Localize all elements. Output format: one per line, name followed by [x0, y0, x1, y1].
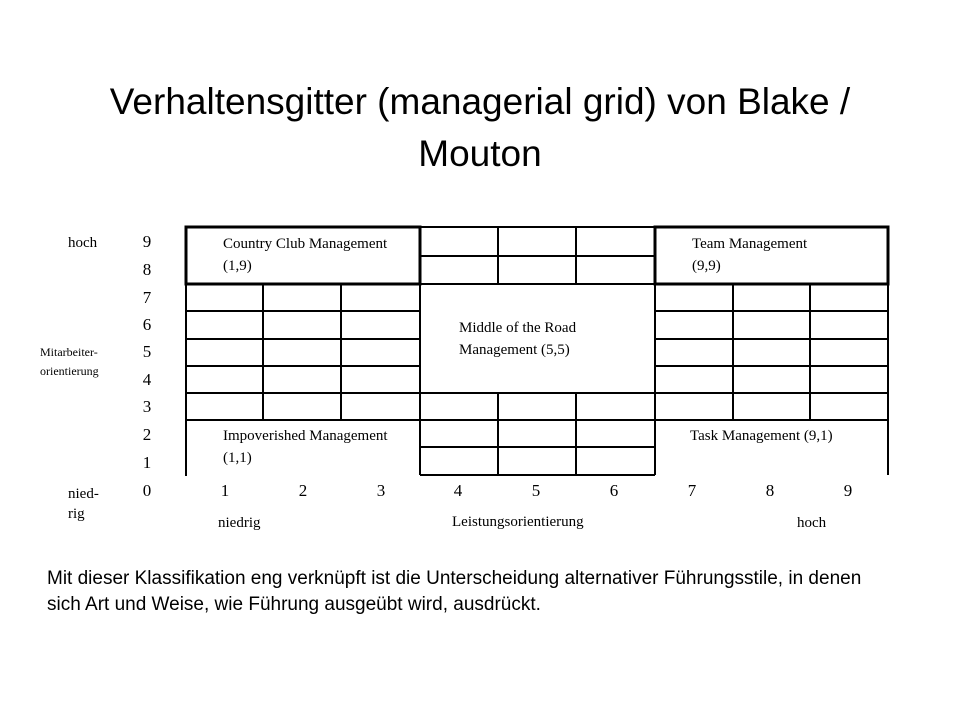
middle-label: Middle of the Road Management (5,5)	[459, 320, 577, 358]
caption-text: Mit dieser Klassifikation eng verknüpft ist die Unterscheidung alternativer Führungsstile, in denen sich Art und Weise, wie Führung ausgeübt wird, ausdrückt.	[47, 568, 862, 615]
country-club-label: Country Club Management (1,9)	[223, 236, 388, 274]
x-axis-low-label: niedrig	[218, 515, 261, 531]
y-tick: 6	[142, 315, 152, 334]
y-tick: 8	[142, 260, 152, 279]
x-axis-high-label: hoch	[797, 515, 827, 531]
x-tick: 4	[453, 481, 463, 500]
x-tick: 7	[687, 481, 697, 500]
y-tick: 3	[142, 397, 152, 416]
y-tick: 4	[142, 370, 152, 389]
x-tick: 8	[765, 481, 775, 500]
y-tick: 9	[142, 232, 152, 251]
x-tick: 9	[843, 481, 853, 500]
slide-title: Verhaltensgitter (managerial grid) von Blake / Mouton	[109, 81, 851, 174]
y-tick: 7	[142, 288, 152, 307]
x-tick: 3	[376, 481, 386, 500]
x-axis-name: Leistungsorientierung	[452, 514, 584, 530]
y-axis-low-label: nied- rig	[68, 486, 99, 522]
x-tick: 2	[298, 481, 308, 500]
team-label: Team Management (9,9)	[692, 236, 808, 274]
x-tick: 1	[220, 481, 230, 500]
y-axis-name: Mitarbeiter- orientierung	[40, 345, 99, 378]
y-tick: 1	[142, 453, 152, 472]
task-label: Task Management (9,1)	[690, 428, 833, 444]
impoverished-label: Impoverished Management (1,1)	[223, 428, 388, 466]
y-tick: 5	[142, 342, 152, 361]
x-tick: 6	[609, 481, 619, 500]
y-axis-high-label: hoch	[68, 235, 98, 251]
y-tick: 0	[142, 481, 152, 500]
x-tick: 5	[531, 481, 541, 500]
y-tick: 2	[142, 425, 152, 444]
